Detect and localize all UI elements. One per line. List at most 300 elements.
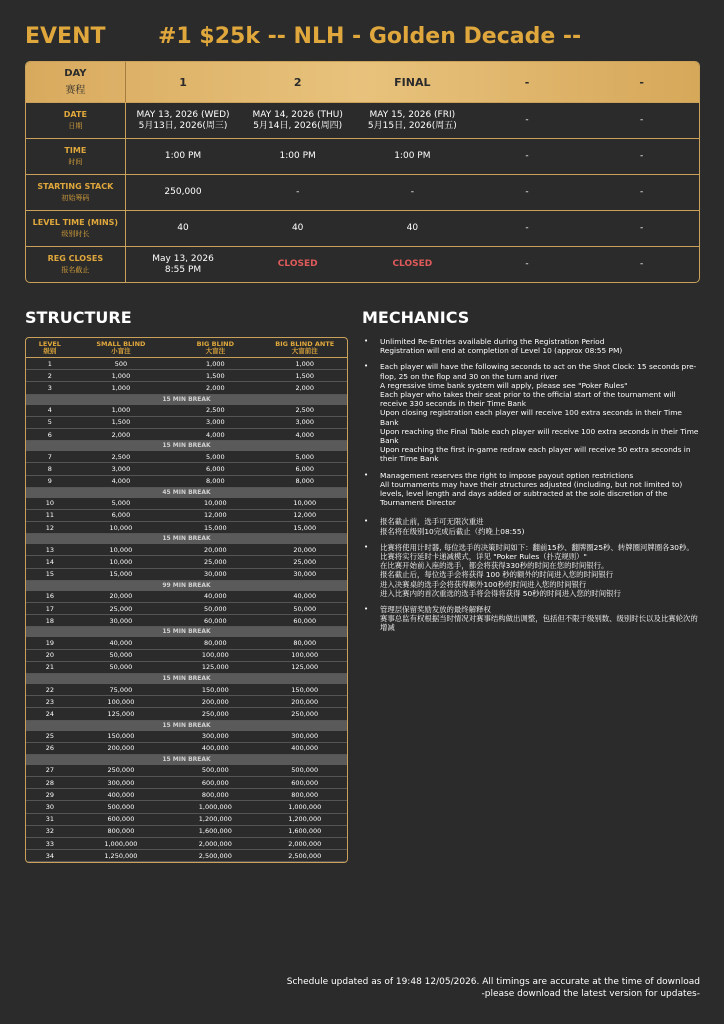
mechanics-item (362, 543, 702, 598)
event-header (25, 24, 705, 54)
schedule-cell (470, 175, 585, 210)
structure-cell: 5,000 (206, 452, 225, 461)
structure-cell: 1,000 (111, 406, 131, 415)
mechanics-line: • 管理层保留奖励发放的最终解释权 (380, 605, 491, 615)
structure-row (26, 603, 347, 615)
structure-cell: 1,000 (111, 383, 131, 392)
structure-row (26, 650, 347, 662)
structure-cell: 300,000 (107, 778, 135, 787)
day-label-zh: 赛程 (65, 85, 86, 96)
structure-cell: 800,000 (201, 790, 229, 799)
cell-line-2: 8:55 PM (164, 264, 202, 275)
break-row: 15 MIN BREAK (26, 755, 347, 765)
schedule-row-starting-stack (26, 174, 699, 210)
structure-row (26, 777, 347, 789)
schedule-cell (470, 247, 585, 282)
structure-cell: 125,000 (201, 663, 229, 672)
structure-cell: 10,000 (109, 523, 133, 532)
cell-line-1: CLOSED (277, 259, 318, 269)
structure-row (26, 382, 347, 394)
structure-cell: 16 (45, 592, 54, 601)
cell-line-1: May 13, 2026 (152, 253, 214, 264)
mechanics-line: • 报名截止前，选手可无限次重进 (380, 517, 484, 527)
structure-cell: 21 (45, 663, 54, 672)
schedule-cell (584, 139, 699, 174)
structure-header-3 (263, 338, 347, 357)
header-en: LEVEL (38, 339, 61, 348)
structure-cell: 80,000 (203, 638, 227, 647)
schedule-cell (240, 247, 355, 282)
structure-cell: 25,000 (293, 558, 317, 567)
header-zh: 小盲注 (111, 346, 131, 355)
header-en: BIG BLIND ANTE (275, 339, 335, 348)
schedule-row-label (26, 211, 126, 246)
header-zh: 大盲注 (205, 346, 226, 355)
structure-cell: 20,000 (293, 545, 317, 554)
structure-cell: 2,500 (111, 452, 131, 461)
mechanics-line: 在比赛开始前入座的选手，都会将获得330秒的时间在您的时间银行。 (380, 561, 609, 571)
mechanics-line: Each player who takes their seat prior to the official start of the tournament will receive 330 seconds in their Time Bank (380, 390, 676, 409)
schedule-cell (126, 175, 241, 210)
schedule-row-label (26, 175, 126, 210)
schedule-cell (355, 175, 470, 210)
structure-cell: 250,000 (291, 709, 319, 718)
break-row: 15 MIN BREAK (26, 721, 347, 731)
structure-cell: 100,000 (107, 697, 135, 706)
structure-cell: 2,000,000 (198, 839, 232, 848)
structure-cell: 5 (47, 418, 52, 427)
cell-line-2: 5月15日, 2026(周五) (367, 120, 457, 131)
structure-cell: 27 (45, 766, 54, 775)
structure-cell: 1,000,000 (104, 839, 138, 848)
structure-cell: 500,000 (201, 766, 229, 775)
schedule-cell (470, 139, 585, 174)
structure-row (26, 696, 347, 708)
mechanics-line: • Unlimited Re-Entries available during the Registration Period (380, 337, 605, 346)
cell-line-1: 40 (291, 223, 304, 233)
mechanics-line: 报名截止后，每位选手会将获得 100 秒的额外的时间进入您的时间银行 (380, 570, 614, 580)
cell-line-1: - (525, 259, 529, 269)
cell-line-2: 5月14日, 2026(周四) (253, 120, 343, 131)
structure-cell: 15,000 (109, 570, 133, 579)
schedule-cell (240, 175, 355, 210)
row-label-en: DATE (63, 110, 87, 119)
structure-cell: 150,000 (291, 685, 319, 694)
structure-cell: 12 (45, 523, 54, 532)
break-row: 15 MIN BREAK (26, 441, 347, 451)
row-label-zh: 报名截止 (61, 266, 90, 274)
structure-row (26, 544, 347, 556)
cell-line-1: - (525, 151, 529, 161)
schedule-cell (470, 211, 585, 246)
schedule-row-date (26, 102, 699, 138)
structure-cell: 50,000 (203, 604, 227, 613)
structure-cell: 4 (47, 406, 52, 415)
structure-cell: 40,000 (109, 638, 133, 647)
break-row: 15 MIN BREAK (26, 534, 347, 544)
structure-row (26, 814, 347, 826)
cell-line-1: - (525, 223, 529, 233)
mechanics-line: All tournaments may have their structures adjusted (including, but not limited to) levels, level length and days added or subtracted at the sole discretion of the Tournament Director (380, 479, 683, 508)
structure-cell: 11 (45, 511, 54, 520)
structure-cell: 10,000 (293, 499, 317, 508)
structure-cell: 1,000,000 (288, 803, 322, 812)
break-row: 99 MIN BREAK (26, 581, 347, 591)
structure-cell: 1,200,000 (198, 815, 232, 824)
structure-cell: 1,250,000 (104, 851, 138, 860)
structure-cell: 1,000,000 (198, 803, 232, 812)
cell-line-2: 5月13日, 2026(周三) (138, 120, 228, 131)
mechanics-line: • Each player will have the following seconds to act on the Shot Clock: 15 seconds pre-flop, 25 on the flop and 30 on the turn and river (380, 362, 697, 381)
structure-cell: 34 (45, 851, 54, 860)
cell-line-1: 1:00 PM (279, 151, 316, 161)
structure-cell: 500,000 (107, 803, 135, 812)
structure-cell: 6,000 (206, 464, 225, 473)
structure-row (26, 358, 347, 370)
structure-row (26, 789, 347, 801)
schedule-row-label (26, 103, 126, 138)
footer-note (100, 976, 700, 1000)
footer-line-1: Schedule updated as of 19:48 12/05/2026. All timings are accurate at the time of download (286, 977, 700, 987)
cell-line-1: 40 (406, 223, 419, 233)
structure-row (26, 451, 347, 463)
structure-cell: 18 (45, 616, 54, 625)
structure-table (25, 337, 348, 863)
structure-cell: 2,000 (206, 383, 225, 392)
cell-line-1: - (640, 223, 644, 233)
structure-cell: 33 (45, 839, 54, 848)
mechanics-line: 赛事总监有权根据当时情况对赛事结构做出调整，包括但不限于级别数、级别时长以及比赛轮次的增减 (380, 614, 698, 633)
day-col-1: 2 (293, 75, 302, 89)
structure-cell: 800,000 (291, 790, 319, 799)
structure-header-1 (74, 338, 168, 357)
schedule-cell (126, 247, 241, 282)
structure-cell: 15,000 (203, 523, 227, 532)
cell-line-1: - (525, 187, 529, 197)
mechanics-line: Registration will end at completion of Level 10 (approx 08:55 PM) (380, 346, 623, 356)
structure-row (26, 417, 347, 429)
schedule-row-label (26, 139, 126, 174)
schedule-header-row (26, 62, 699, 102)
structure-row (26, 637, 347, 649)
header-en: BIG BLIND (196, 339, 234, 348)
cell-line-1: - (640, 151, 644, 161)
mechanics-line: Upon reaching the first in-game redraw each player will receive 50 extra seconds in their Time Bank (380, 445, 691, 464)
structure-cell: 20,000 (109, 592, 133, 601)
row-label-zh: 初始筹码 (61, 194, 90, 202)
schedule-cell (584, 175, 699, 210)
structure-cell: 600,000 (291, 778, 319, 787)
break-row: 15 MIN BREAK (26, 395, 347, 405)
structure-cell: 30,000 (109, 616, 133, 625)
structure-cell: 9 (47, 477, 52, 486)
mechanics-item (362, 362, 702, 463)
structure-cell: 22 (45, 685, 54, 694)
structure-row (26, 510, 347, 522)
header-zh: 大盲前注 (291, 346, 318, 355)
structure-header-2 (168, 338, 262, 357)
mechanics-title: MECHANICS (362, 308, 470, 327)
schedule-cell (584, 247, 699, 282)
cell-line-1: 250,000 (164, 187, 202, 197)
structure-cell: 10,000 (109, 545, 133, 554)
structure-cell: 20 (45, 651, 54, 660)
day-col-0: 1 (179, 75, 187, 89)
structure-cell: 150,000 (107, 732, 135, 741)
row-label-zh: 日期 (68, 122, 83, 130)
mechanics-line: 报名将在级别10完成后截止（约晚上08:55) (380, 526, 525, 536)
row-label-zh: 级别时长 (61, 230, 90, 238)
schedule-cell (240, 103, 355, 138)
mechanics-english (362, 337, 702, 507)
structure-cell: 4,000 (111, 477, 131, 486)
structure-row (26, 801, 347, 813)
cell-line-1: - (640, 115, 644, 125)
structure-cell: 7 (47, 452, 52, 461)
structure-cell: 32 (45, 827, 54, 836)
footer-line-2: -please download the latest version for updates- (481, 989, 700, 999)
structure-cell: 400,000 (291, 744, 319, 753)
structure-row (26, 684, 347, 696)
structure-cell: 1 (47, 359, 52, 368)
structure-cell: 6,000 (111, 511, 131, 520)
structure-cell: 20,000 (203, 545, 227, 554)
structure-cell: 200,000 (201, 697, 229, 706)
structure-cell: 1,200,000 (288, 815, 322, 824)
mechanics-item (362, 471, 702, 508)
mechanics-line: • Management reserves the right to impose payout option restrictions (380, 470, 634, 480)
structure-cell: 100,000 (291, 651, 319, 660)
structure-cell: 25 (45, 732, 54, 741)
structure-cell: 6 (47, 430, 52, 439)
structure-cell: 2,000 (111, 430, 131, 439)
structure-cell: 250,000 (201, 709, 229, 718)
row-label-en: STARTING STACK (37, 182, 114, 191)
structure-cell: 2,500,000 (198, 851, 232, 860)
structure-title: STRUCTURE (25, 308, 132, 327)
structure-cell: 50,000 (109, 663, 133, 672)
structure-cell: 75,000 (109, 685, 133, 694)
structure-cell: 500 (114, 359, 128, 368)
structure-cell: 1,500 (295, 371, 315, 380)
mechanics-chinese (362, 517, 702, 632)
structure-row (26, 743, 347, 755)
cell-line-1: - (410, 187, 414, 197)
structure-row (26, 731, 347, 743)
cell-line-1: - (640, 259, 644, 269)
cell-line-1: 40 (177, 223, 189, 233)
cell-line-1: - (296, 187, 300, 197)
cell-line-1: - (525, 115, 529, 125)
structure-cell: 1,000 (111, 371, 131, 380)
row-label-en: TIME (64, 146, 87, 155)
structure-cell: 8 (47, 464, 52, 473)
structure-cell: 800,000 (107, 827, 135, 836)
day-col-4: - (639, 75, 644, 89)
structure-cell: 17 (45, 604, 54, 613)
structure-cell: 30,000 (203, 570, 227, 579)
structure-cell: 30,000 (293, 570, 317, 579)
structure-cell: 29 (45, 790, 54, 799)
structure-cell: 1,500 (206, 371, 225, 380)
structure-cell: 10,000 (109, 558, 133, 567)
day-col-3: - (524, 75, 530, 89)
structure-row (26, 370, 347, 382)
schedule-cell (240, 139, 355, 174)
structure-cell: 31 (45, 815, 54, 824)
structure-cell: 1,000 (295, 359, 315, 368)
event-label: EVENT (25, 24, 106, 49)
structure-cell: 1,000 (206, 359, 225, 368)
structure-cell: 300,000 (291, 732, 319, 741)
structure-cell: 125,000 (291, 663, 319, 672)
day-label-cell (26, 62, 126, 102)
structure-cell: 200,000 (291, 697, 319, 706)
structure-cell: 19 (45, 638, 54, 647)
cell-line-1: 1:00 PM (164, 151, 202, 161)
structure-row (26, 765, 347, 777)
cell-line-1: 1:00 PM (394, 151, 431, 161)
structure-cell: 6,000 (295, 464, 315, 473)
structure-cell: 500,000 (291, 766, 319, 775)
cell-line-1: CLOSED (392, 259, 433, 269)
mechanics-line: A regressive time bank system will apply, please see "Poker Rules" (380, 380, 628, 390)
structure-cell: 2,000,000 (288, 839, 322, 848)
structure-header-0 (26, 338, 74, 357)
day-label: DAY (64, 68, 87, 79)
schedule-cell (126, 103, 241, 138)
structure-cell: 4,000 (295, 430, 315, 439)
structure-cell: 2 (47, 371, 52, 380)
structure-row (26, 405, 347, 417)
mechanics-line: 进入决赛桌的选手会将获得额外100秒的时间进入您的时间银行 (380, 579, 587, 589)
structure-cell: 2,500 (206, 406, 225, 415)
structure-cell: 4,000 (206, 430, 225, 439)
header-zh: 级别 (43, 346, 57, 355)
structure-cell: 600,000 (107, 815, 135, 824)
structure-cell: 400,000 (107, 790, 135, 799)
structure-cell: 13 (45, 545, 54, 554)
structure-row (26, 429, 347, 441)
structure-cell: 40,000 (293, 592, 317, 601)
structure-cell: 10 (45, 499, 54, 508)
structure-cell: 8,000 (295, 477, 315, 486)
structure-row (26, 708, 347, 720)
mechanics-list (362, 337, 702, 640)
structure-cell: 3,000 (111, 464, 131, 473)
structure-cell: 3 (47, 383, 52, 392)
schedule-table (25, 61, 700, 283)
structure-row (26, 522, 347, 534)
structure-cell: 5,000 (111, 499, 131, 508)
schedule-cell (470, 103, 585, 138)
schedule-row-level-time-mins- (26, 210, 699, 246)
structure-cell: 2,500 (295, 406, 315, 415)
structure-cell: 400,000 (201, 744, 229, 753)
structure-header-row (26, 338, 347, 358)
cell-line-1: MAY 13, 2026 (WED) (136, 109, 230, 120)
schedule-row-label (26, 247, 126, 282)
structure-cell: 1,600,000 (288, 827, 322, 836)
structure-cell: 24 (45, 709, 54, 718)
structure-cell: 60,000 (293, 616, 317, 625)
schedule-cell (584, 211, 699, 246)
structure-cell: 3,000 (295, 418, 315, 427)
structure-cell: 1,600,000 (198, 827, 232, 836)
schedule-row-time (26, 138, 699, 174)
schedule-cell (355, 139, 470, 174)
cell-line-1: - (640, 187, 644, 197)
structure-cell: 125,000 (107, 709, 135, 718)
mechanics-line: Upon closing registration each player will receive 100 extra seconds in their Time Bank (380, 408, 682, 427)
structure-row (26, 826, 347, 838)
structure-row (26, 463, 347, 475)
schedule-cell (355, 211, 470, 246)
structure-cell: 40,000 (203, 592, 227, 601)
structure-cell: 30 (45, 803, 54, 812)
structure-cell: 28 (45, 778, 54, 787)
structure-cell: 2,000 (295, 383, 315, 392)
schedule-row-reg-closes (26, 246, 699, 282)
mechanics-item (362, 517, 702, 535)
structure-cell: 1,500 (111, 418, 131, 427)
structure-cell: 14 (45, 558, 54, 567)
structure-row (26, 615, 347, 627)
structure-cell: 12,000 (293, 511, 317, 520)
structure-row (26, 662, 347, 674)
structure-cell: 300,000 (201, 732, 229, 741)
structure-cell: 3,000 (206, 418, 225, 427)
schedule-cell (126, 211, 241, 246)
break-row: 15 MIN BREAK (26, 627, 347, 637)
row-label-zh: 时间 (68, 158, 83, 166)
event-title: #1 $25k -- NLH - Golden Decade -- (158, 24, 582, 49)
structure-row (26, 498, 347, 510)
structure-cell: 80,000 (293, 638, 317, 647)
structure-cell: 50,000 (293, 604, 317, 613)
structure-cell: 15,000 (293, 523, 317, 532)
structure-row (26, 591, 347, 603)
schedule-cell (355, 103, 470, 138)
schedule-cell (584, 103, 699, 138)
structure-row (26, 850, 347, 862)
structure-cell: 60,000 (203, 616, 227, 625)
structure-cell: 25,000 (109, 604, 133, 613)
break-row: 45 MIN BREAK (26, 488, 347, 498)
structure-cell: 150,000 (201, 685, 229, 694)
row-label-en: LEVEL TIME (MINS) (32, 218, 119, 227)
break-row: 15 MIN BREAK (26, 674, 347, 684)
mechanics-line: • 比赛将使用计时器, 每位选手的决策时间如下：翻前15秒、翻牌圈25秒、转牌圈河牌圈各30秒。 (380, 542, 694, 552)
mechanics-item (362, 605, 702, 633)
structure-row (26, 556, 347, 568)
row-label-en: REG CLOSES (47, 254, 104, 263)
schedule-cell (240, 211, 355, 246)
schedule-cell (355, 247, 470, 282)
structure-row (26, 476, 347, 488)
day-col-2: FINAL (394, 75, 431, 89)
structure-cell: 12,000 (203, 511, 227, 520)
structure-row (26, 569, 347, 581)
schedule-cell (126, 139, 241, 174)
mechanics-item (362, 337, 702, 355)
mechanics-line: 比赛将实行延时卡递减模式，详见 "Poker Rules（扑克规则）" (380, 552, 587, 562)
structure-cell: 200,000 (107, 744, 135, 753)
cell-line-1: MAY 14, 2026 (THU) (252, 109, 343, 120)
cell-line-1: MAY 15, 2026 (FRI) (369, 109, 456, 120)
mechanics-line: 进入比赛内的首次重选的选手将会得将获得 50秒的时间进入您的时间银行 (380, 588, 621, 598)
structure-cell: 26 (45, 744, 54, 753)
